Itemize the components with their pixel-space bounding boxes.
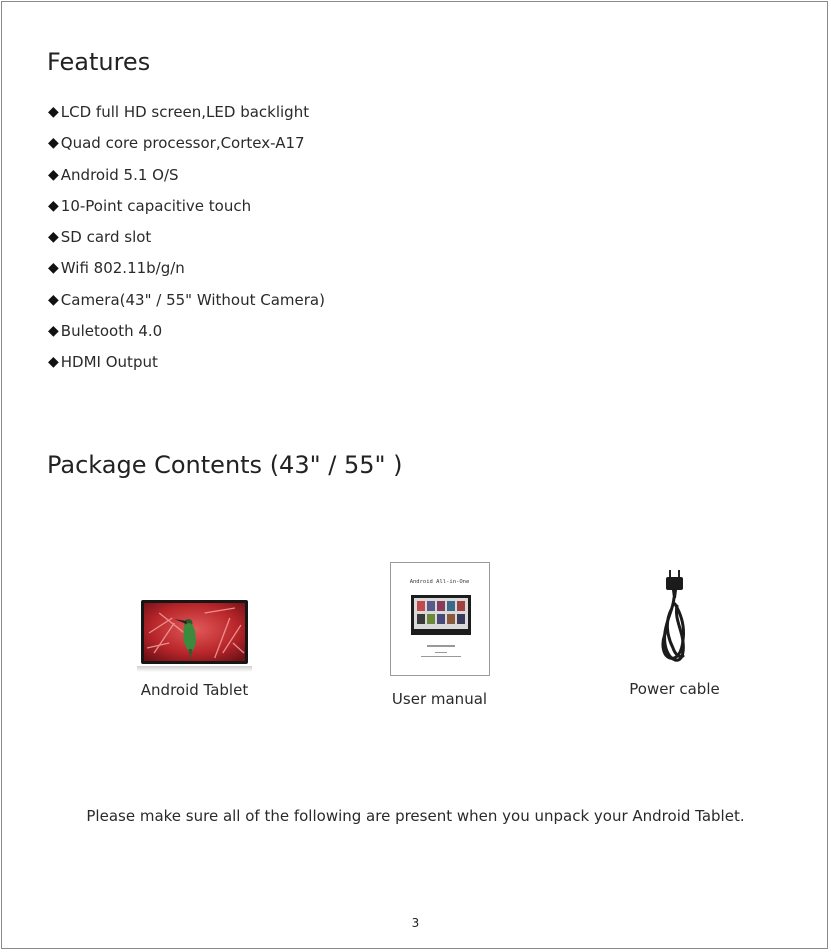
manual-image [390, 562, 490, 676]
diamond-bullet-icon: ◆ [48, 229, 59, 246]
tablet-caption: Android Tablet [140, 681, 249, 699]
package-item-power-cable [617, 570, 732, 698]
page-number: 3 [411, 916, 420, 930]
diamond-bullet-icon: ◆ [48, 354, 59, 371]
diamond-bullet-icon: ◆ [48, 166, 59, 183]
feature-text: LCD full HD screen,LED backlight [60, 103, 310, 121]
unpack-note: Please make sure all of the following are present when you unpack your Android Tablet. [86, 807, 745, 825]
feature-item [48, 350, 325, 381]
manual-caption: User manual [391, 690, 488, 708]
feature-text: 10-Point capacitive touch [60, 196, 252, 215]
feature-item [48, 288, 325, 319]
feature-text: Android 5.1 O/S [60, 165, 179, 184]
diamond-bullet-icon: ◆ [48, 291, 59, 308]
manual-cover-title: Android All-in-One [409, 579, 470, 585]
feature-item [48, 256, 325, 287]
package-contents-heading: Package Contents (43" / 55" ) [47, 451, 403, 479]
tablet-image [141, 600, 248, 664]
tablet-screen-photo [144, 603, 245, 661]
feature-item [48, 131, 325, 162]
feature-text: Camera(43" / 55" Without Camera) [60, 290, 325, 309]
features-list [48, 100, 325, 382]
feature-item [48, 194, 325, 225]
feature-text: Wifi 802.11b/g/n [60, 259, 185, 278]
feature-text: Quad core processor,Cortex-A17 [60, 134, 305, 153]
feature-item [48, 163, 325, 194]
document-page [1, 1, 828, 949]
diamond-bullet-icon: ◆ [48, 260, 59, 277]
feature-text: Buletooth 4.0 [60, 322, 163, 341]
power-cable-image [655, 570, 695, 666]
manual-cover-picture [411, 595, 471, 635]
diamond-bullet-icon: ◆ [48, 135, 59, 152]
manual-text-line [421, 656, 461, 657]
features-heading: Features [47, 48, 151, 76]
diamond-bullet-icon: ◆ [48, 104, 59, 120]
feature-item [48, 319, 325, 350]
diamond-bullet-icon: ◆ [48, 323, 59, 340]
manual-text-line [427, 645, 455, 647]
tablet-reflection [137, 666, 252, 672]
power-cable-caption: Power cable [629, 680, 720, 698]
manual-text-line [435, 652, 447, 653]
feature-text: SD card slot [60, 228, 152, 247]
feature-item [48, 225, 325, 256]
feature-item [48, 100, 325, 131]
feature-text: HDMI Output [60, 353, 158, 372]
package-item-manual [382, 562, 497, 708]
diamond-bullet-icon: ◆ [48, 197, 59, 214]
package-item-tablet [122, 600, 267, 699]
